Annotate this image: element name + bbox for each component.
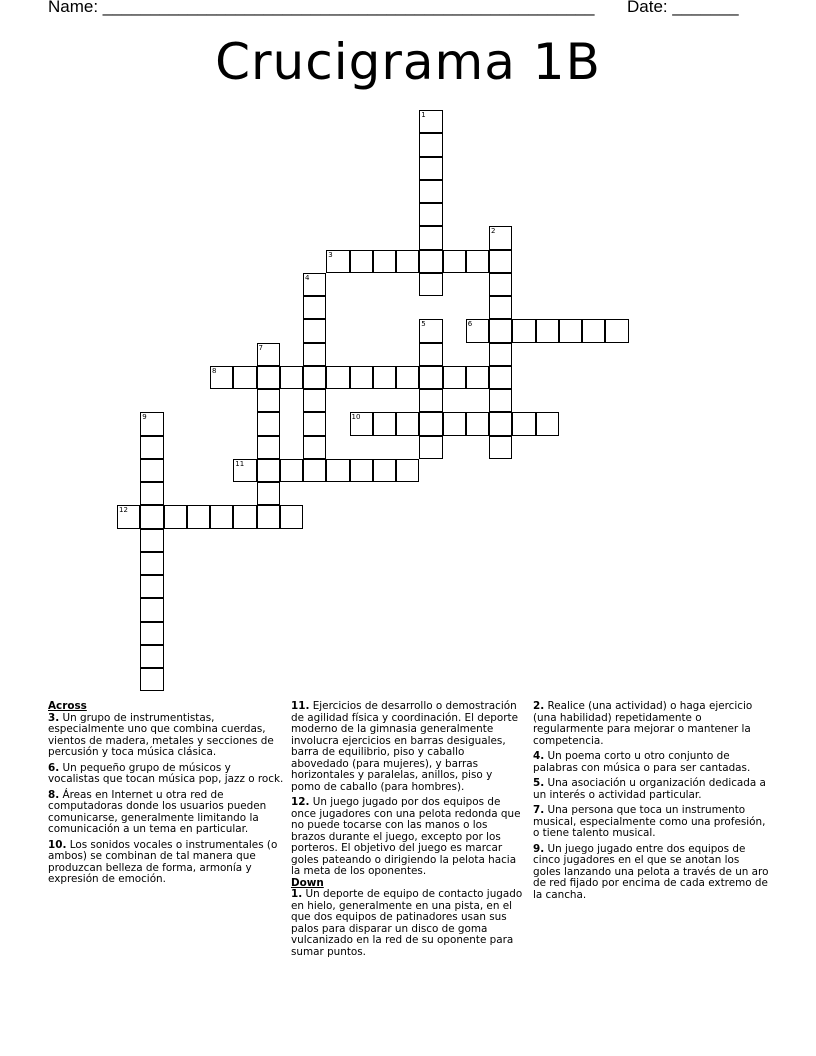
clue-down-7 bbox=[533, 805, 769, 840]
cell-number: 12 bbox=[119, 506, 128, 515]
grid-cell[interactable] bbox=[419, 133, 442, 156]
cell-number: 10 bbox=[351, 413, 361, 422]
grid-cell[interactable] bbox=[489, 296, 512, 319]
grid-cell[interactable] bbox=[326, 459, 349, 482]
grid-cell[interactable] bbox=[257, 412, 280, 435]
grid-cell[interactable] bbox=[303, 343, 326, 366]
grid-cell[interactable] bbox=[187, 505, 210, 528]
name-field-label: Name: ____________________________________________________ bbox=[48, 0, 595, 16]
grid-cell[interactable] bbox=[140, 482, 163, 505]
clue-down-2 bbox=[533, 701, 769, 747]
grid-cell[interactable] bbox=[257, 436, 280, 459]
clue-number: 8. bbox=[48, 788, 60, 801]
clue-number: 9. bbox=[533, 842, 545, 855]
down-heading: Down bbox=[291, 876, 324, 889]
clue-down-5 bbox=[533, 778, 769, 801]
cell-number: 3 bbox=[328, 250, 333, 259]
grid-cell[interactable] bbox=[396, 459, 419, 482]
cell-number: 1 bbox=[421, 111, 426, 119]
grid-cell[interactable] bbox=[164, 505, 187, 528]
cell-number: 4 bbox=[305, 273, 310, 282]
across-heading: Across bbox=[48, 700, 87, 712]
grid-cell[interactable] bbox=[257, 389, 280, 412]
grid-cell[interactable] bbox=[140, 598, 163, 621]
clue-text: Un grupo de instrumentistas, especialmente uno que combina cuerdas, vientos de madera, metales y secciones de percusión y toca música clásica. bbox=[48, 711, 274, 758]
clue-number: 12. bbox=[291, 796, 310, 808]
clue-down-1 bbox=[291, 889, 523, 958]
clue-number: 1. bbox=[291, 888, 303, 900]
grid-cell[interactable] bbox=[233, 505, 256, 528]
page-title: Crucigrama 1B bbox=[215, 33, 601, 91]
grid-cell[interactable] bbox=[419, 180, 442, 203]
clue-number: 4. bbox=[533, 750, 545, 762]
clues-column-2 bbox=[291, 701, 523, 962]
date-field-label: Date: _______ bbox=[627, 0, 739, 16]
clue-across-6 bbox=[48, 763, 284, 786]
grid-cell[interactable] bbox=[419, 389, 442, 412]
grid-cell[interactable] bbox=[303, 412, 326, 435]
grid-cell[interactable] bbox=[140, 575, 163, 598]
clue-text: Áreas en Internet u otra red de computadoras donde los usuarios pueden comunicarse, generalmente limitando la comunicación a un tema en particular. bbox=[48, 788, 267, 835]
grid-cell[interactable] bbox=[443, 412, 466, 435]
cell-number: 6 bbox=[467, 320, 473, 329]
grid-cell[interactable] bbox=[350, 459, 373, 482]
grid-cell[interactable] bbox=[536, 319, 559, 342]
grid-cell[interactable] bbox=[303, 389, 326, 412]
grid-cell[interactable] bbox=[280, 459, 303, 482]
grid-cell[interactable] bbox=[350, 250, 373, 273]
grid-cell[interactable] bbox=[257, 459, 280, 482]
clue-across-11 bbox=[291, 701, 523, 793]
grid-cell[interactable] bbox=[512, 412, 535, 435]
grid-cell[interactable] bbox=[257, 505, 280, 528]
grid-cell[interactable] bbox=[559, 319, 582, 342]
grid-cell[interactable] bbox=[443, 366, 466, 389]
grid-cell[interactable] bbox=[489, 343, 512, 366]
grid-cell[interactable] bbox=[489, 412, 512, 435]
clue-across-3 bbox=[48, 713, 284, 759]
grid-cell[interactable] bbox=[419, 436, 442, 459]
grid-cell[interactable] bbox=[489, 273, 512, 296]
cell-number: 8 bbox=[212, 366, 217, 375]
cell-number: 5 bbox=[421, 320, 426, 329]
grid-cell[interactable] bbox=[210, 505, 233, 528]
grid-cell[interactable] bbox=[419, 366, 442, 389]
grid-cell[interactable] bbox=[489, 436, 512, 459]
clue-text: Un juego jugado por dos equipos de once jugadores con una pelota redonda que no puede tocarse con las manos o los brazos durante el juego, excepto por los porteros. El objetivo del juego es marcar goles pateando o dirigiendo la pelota hacia la meta de los oponentes. bbox=[291, 796, 521, 877]
grid-cell[interactable] bbox=[280, 366, 303, 389]
grid-cell[interactable] bbox=[396, 412, 419, 435]
cell-number: 2 bbox=[491, 227, 496, 236]
cell-number: 9 bbox=[142, 413, 147, 422]
clue-text: Una persona que toca un instrumento musical, especialmente como una profesión, o tiene talento musical. bbox=[533, 804, 766, 839]
clue-down-9 bbox=[533, 844, 769, 902]
grid-cell[interactable] bbox=[396, 366, 419, 389]
grid-cell[interactable] bbox=[419, 343, 442, 366]
grid-cell[interactable] bbox=[140, 436, 163, 459]
grid-cell[interactable] bbox=[536, 412, 559, 435]
grid-cell[interactable] bbox=[140, 529, 163, 552]
grid-cell[interactable] bbox=[419, 250, 442, 273]
grid-cell[interactable] bbox=[419, 273, 442, 296]
grid-cell[interactable] bbox=[396, 250, 419, 273]
grid-cell[interactable] bbox=[140, 552, 163, 575]
grid-cell[interactable] bbox=[326, 366, 349, 389]
clue-number: 10. bbox=[48, 838, 67, 851]
grid-cell[interactable] bbox=[257, 482, 280, 505]
clue-number: 2. bbox=[533, 700, 545, 712]
clue-text: Ejercicios de desarrollo o demostración de agilidad física y coordinación. El deporte moderno de la gimnasia generalmente involucra ejercicios en barras desiguales, barra de equilibrio, piso y caballo abovedado (para mujeres), y barras horizontales y paralelas, anillos, piso y pomo de caballo (para hombres). bbox=[291, 700, 518, 793]
clue-across-12 bbox=[291, 797, 523, 878]
grid-cell[interactable] bbox=[350, 366, 373, 389]
grid-cell[interactable] bbox=[489, 250, 512, 273]
clue-number: 11. bbox=[291, 700, 310, 712]
grid-cell[interactable] bbox=[605, 319, 628, 342]
grid-cell[interactable] bbox=[466, 250, 489, 273]
clue-text: Una asociación u organización dedicada a un interés o actividad particular. bbox=[533, 777, 766, 801]
grid-cell[interactable] bbox=[140, 645, 163, 668]
grid-cell[interactable] bbox=[140, 622, 163, 645]
grid-cell[interactable] bbox=[303, 366, 326, 389]
grid-cell[interactable] bbox=[140, 459, 163, 482]
grid-cell[interactable] bbox=[489, 366, 512, 389]
clue-text: Un juego jugado entre dos equipos de cinco jugadores en el que se anotan los goles lanzando una pelota a través de un aro de red fijado por encima de cada extremo de la cancha. bbox=[533, 842, 769, 901]
cell-number: 11 bbox=[235, 459, 245, 468]
clue-number: 6. bbox=[48, 761, 60, 774]
clue-text: Realice (una actividad) o haga ejercicio (una habilidad) repetidamente o regularmente para mejorar o mantener la competencia. bbox=[533, 700, 753, 747]
grid-cell[interactable] bbox=[140, 505, 163, 528]
grid-cell[interactable] bbox=[303, 296, 326, 319]
grid-cell[interactable] bbox=[443, 250, 466, 273]
clue-text: Un pequeño grupo de músicos y vocalistas que tocan música pop, jazz o rock. bbox=[48, 761, 284, 785]
grid-cell[interactable] bbox=[303, 436, 326, 459]
grid-cell[interactable] bbox=[419, 157, 442, 180]
grid-cell[interactable] bbox=[303, 319, 326, 342]
clue-text: Un deporte de equipo de contacto jugado en hielo, generalmente en una pista, en el que dos equipos de patinadores usan sus palos para disparar un disco de goma vulcanizado en la red de su oponente para sumar puntos. bbox=[291, 888, 523, 958]
cell-number: 7 bbox=[258, 343, 263, 352]
grid-cell[interactable] bbox=[419, 412, 442, 435]
grid-cell[interactable] bbox=[466, 412, 489, 435]
clues-column-1 bbox=[48, 701, 284, 890]
clue-number: 3. bbox=[48, 711, 60, 724]
grid-cell[interactable] bbox=[419, 203, 442, 226]
grid-cell[interactable] bbox=[512, 319, 535, 342]
clue-number: 5. bbox=[533, 777, 545, 789]
grid-cell[interactable] bbox=[257, 366, 280, 389]
clues-column-3 bbox=[533, 701, 769, 905]
grid-cell[interactable] bbox=[489, 389, 512, 412]
grid-cell[interactable] bbox=[233, 366, 256, 389]
grid-cell[interactable] bbox=[582, 319, 605, 342]
grid-cell[interactable] bbox=[280, 505, 303, 528]
clue-number: 7. bbox=[533, 804, 545, 816]
grid-cell[interactable] bbox=[489, 319, 512, 342]
grid-cell[interactable] bbox=[373, 459, 396, 482]
clue-down-4 bbox=[533, 751, 769, 774]
grid-cell[interactable] bbox=[373, 366, 396, 389]
grid-cell[interactable] bbox=[303, 459, 326, 482]
grid-cell[interactable] bbox=[373, 412, 396, 435]
clue-text: Un poema corto u otro conjunto de palabras con música o para ser cantadas. bbox=[533, 750, 751, 774]
clue-across-10 bbox=[48, 840, 284, 886]
grid-cell[interactable] bbox=[466, 366, 489, 389]
grid-cell[interactable] bbox=[373, 250, 396, 273]
clue-across-8 bbox=[48, 790, 284, 836]
grid-cell[interactable] bbox=[140, 668, 163, 691]
grid-cell[interactable] bbox=[419, 226, 442, 249]
clue-text: Los sonidos vocales o instrumentales (o ambos) se combinan de tal manera que produzcan belleza de forma, armonía y expresión de emoción. bbox=[48, 838, 278, 885]
